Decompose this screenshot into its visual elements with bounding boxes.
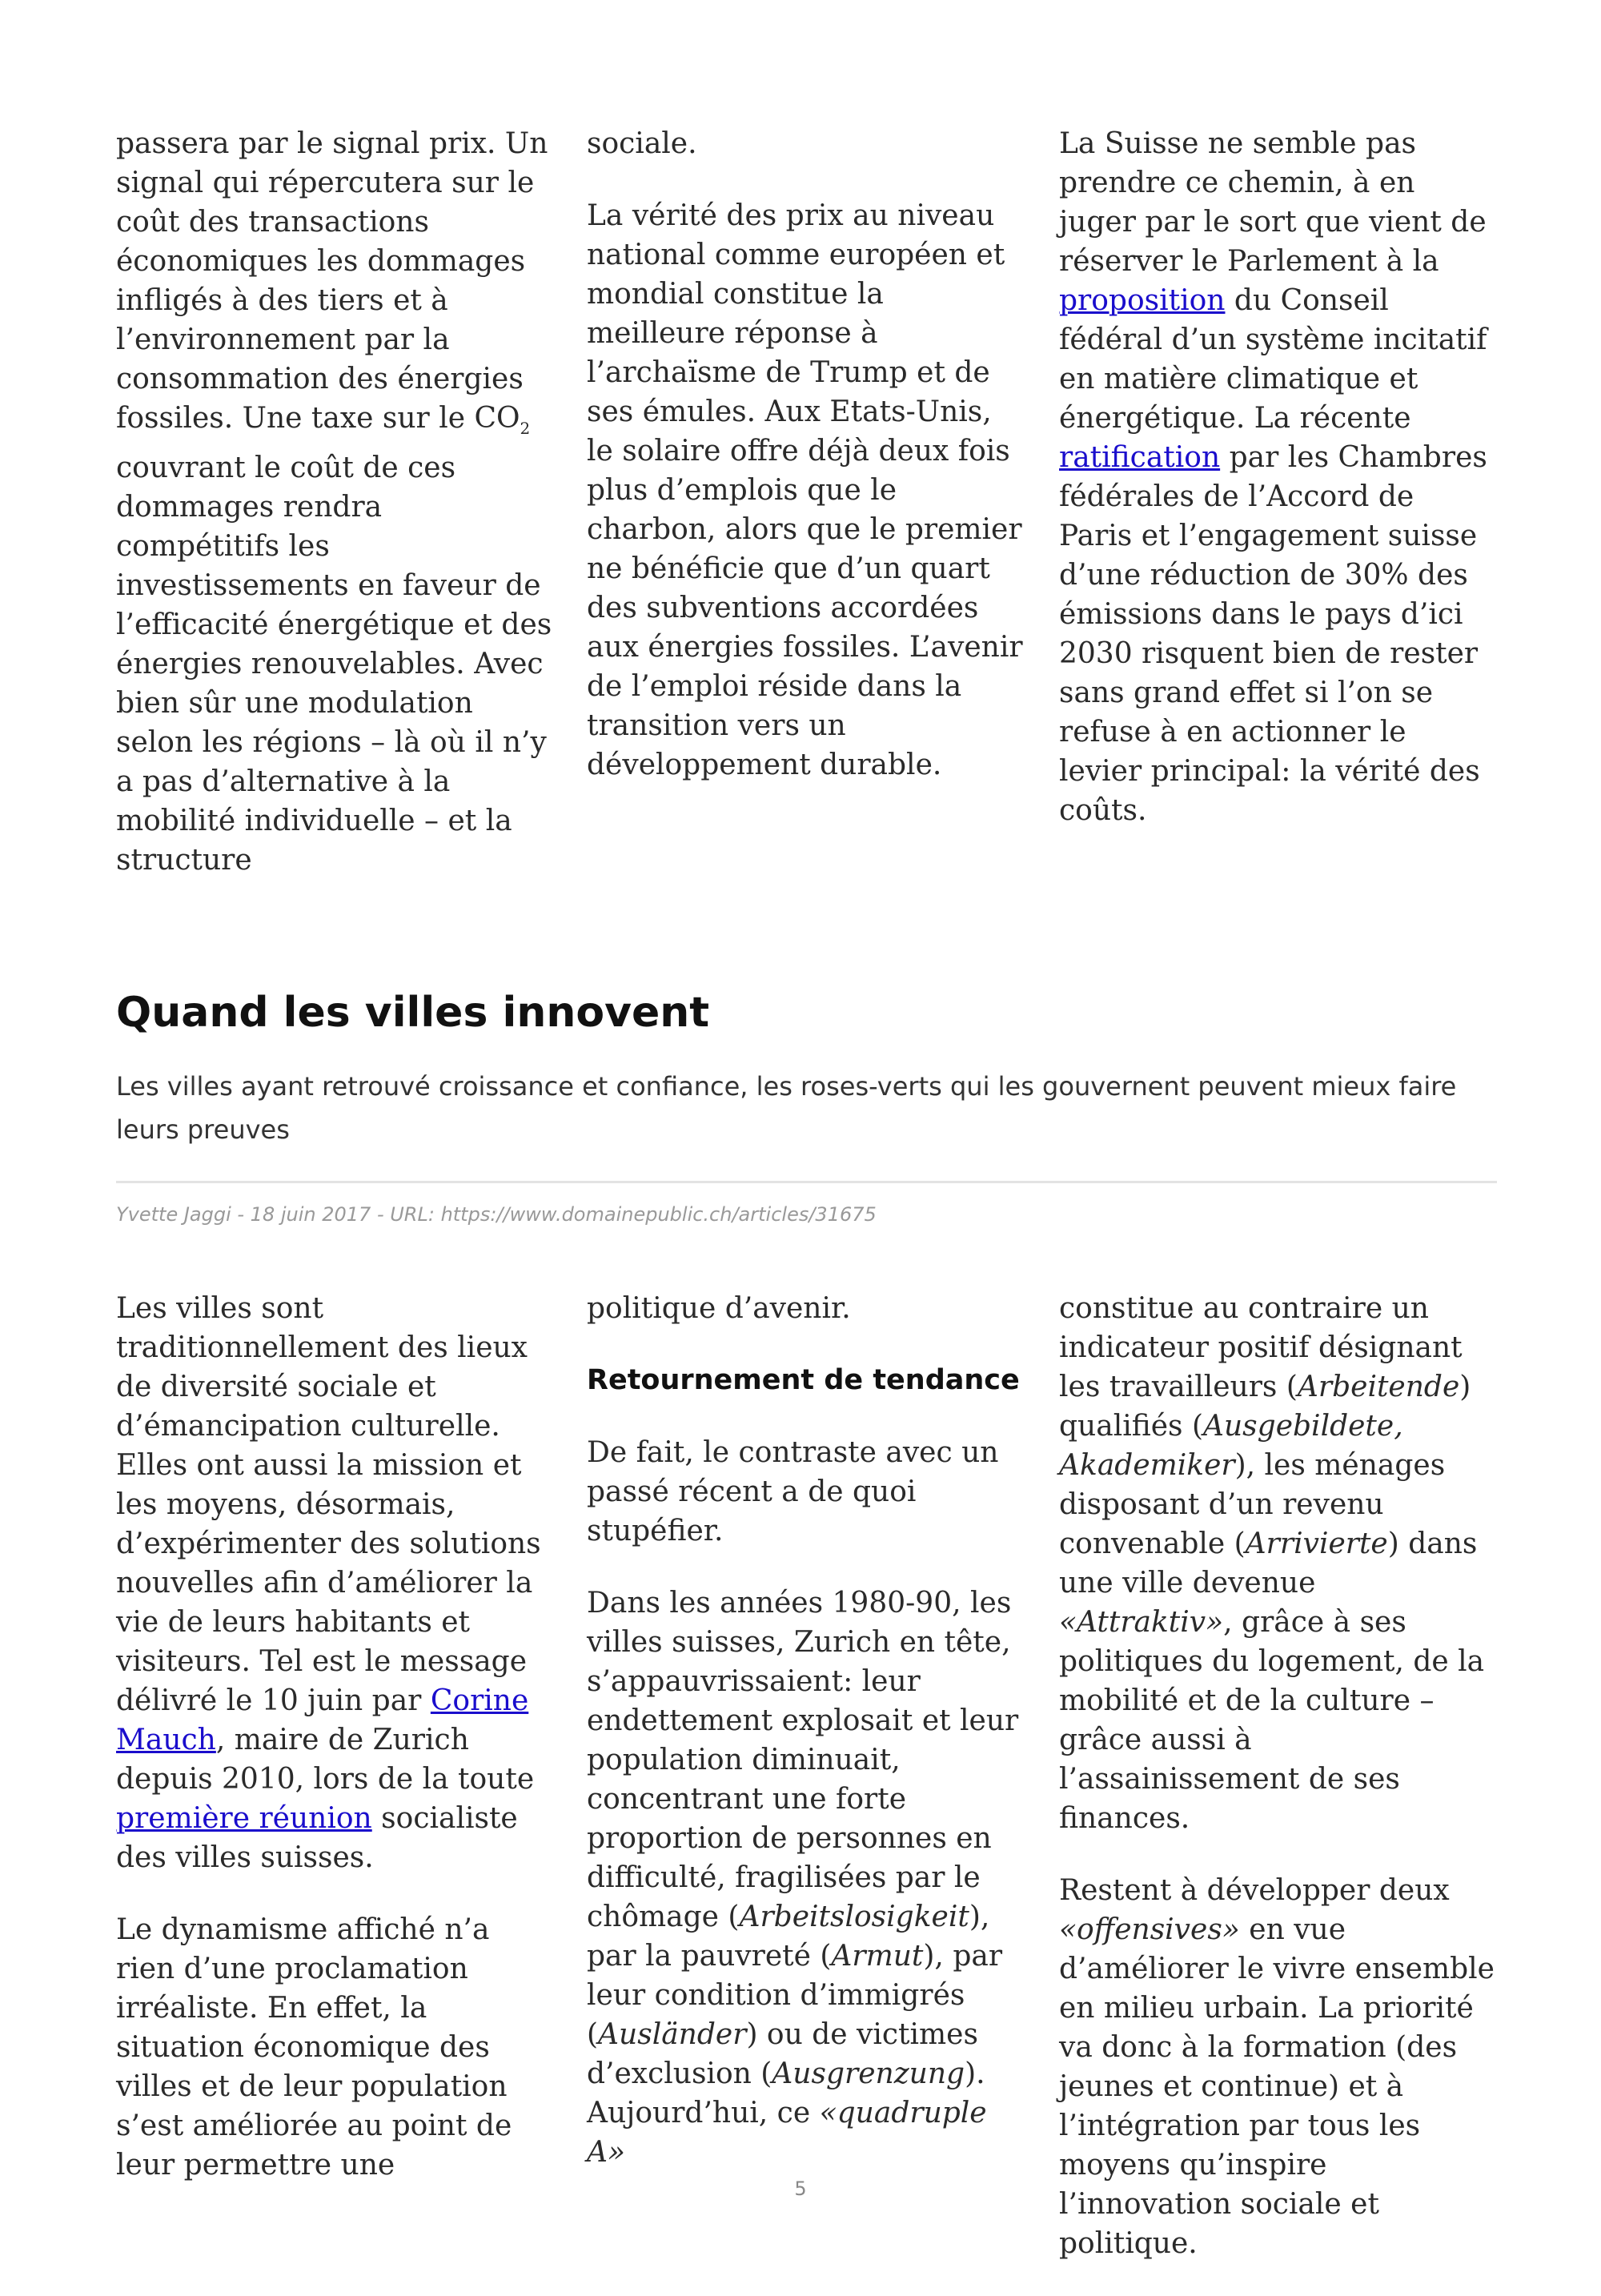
article-meta: Yvette Jaggi - 18 juin 2017 - URL: https://www.domainepublic.ch/articles/31675 — [116, 1203, 877, 1226]
paragraph: passera par le signal prix. Un signal qui répercutera sur le coût des transactions économiques les dommages infligés à des tiers et à l’environnement par la consommation des énergies fossiles. Une taxe sur le $CO_2$ couvrant le coût de ces dommages rendra compétitifs les investissements en faveur de l’efficacité énergétique et des énergies renouvelables. Avec bien sûr une modulation selon les régions – là où il n’y a pas d’alternative à la mobilité individuelle – et la structure — [116, 127, 552, 877]
paragraph: sociale. — [587, 127, 697, 160]
article-column-2 — [587, 1289, 1023, 2205]
paragraph: Le dynamisme affiché n’a rien d’une proclamation irréaliste. En effet, la situation économique des villes et de leur population s’est améliorée au point de leur permettre une — [116, 1913, 512, 2182]
article-title: Quand les villes innovent — [116, 989, 710, 1037]
subscript: 2 — [520, 419, 531, 439]
paragraph: politique d’avenir. — [587, 1292, 851, 1325]
paragraph: De fait, le contraste avec un passé récent a de quoi stupéfier. — [587, 1436, 999, 1547]
proposition-link[interactable]: proposition — [1059, 284, 1226, 317]
page-number: 5 — [794, 2178, 807, 2200]
paragraph: Dans les années 1980-90, les villes suisses, Zurich en tête, s’appauvrissaient: leur endettement explosait et leur population diminuait, concentrant une forte proportion de personnes en difficulté, fragilisées par le chômage (Arbeitslosigkeit), par la pauvreté (Armut), par leur condition d’immigrés (Ausländer) ou de victimes d’exclusion (Ausgrenzung). Aujourd’hui, ce «quadruple A» — [587, 1587, 1019, 2169]
prev-article-column-1 — [116, 124, 552, 913]
paragraph: La vérité des prix au niveau national comme européen et mondial constitue la meilleure réponse à l’archaïsme de Trump et de ses émules. Aux Etats-Unis, le solaire offre déjà deux fois plus d’emplois que le charbon, alors que le premier ne bénéficie que d’un quart des subventions accordées aux énergies fossiles. L’avenir de l’emploi réside dans la transition vers un développement durable. — [587, 199, 1023, 781]
article-column-1 — [116, 1289, 552, 2218]
prev-article-column-2 — [587, 124, 1023, 817]
ratification-link[interactable]: ratification — [1059, 441, 1221, 474]
article-column-3 — [1059, 1289, 1495, 2296]
paragraph: constitue au contraire un indicateur positif désignant les travailleurs (Arbeitende) qualifiés (Ausgebildete, Akademiker), les ménages disposant d’un revenu convenable (Arrivierte) dans une ville devenue «Attraktiv», grâce à ses politiques du logement, de la mobilité et de la culture – grâce aussi à l’assainissement de ses finances. — [1059, 1292, 1485, 1835]
corine-mauch-link[interactable]: Corine Mauch — [116, 1684, 529, 1756]
paragraph: Les villes sont traditionnellement des lieux de diversité sociale et d’émancipation culturelle. Elles ont aussi la mission et les moyens, désormais, d’expérimenter des solutions nouvelles afin d’améliorer la vie de leurs habitants et visiteurs. Tel est le message délivré le 10 juin par Corine Mauch, maire de Zurich depuis 2010, lors de la toute première réunion socialiste des villes suisses. — [116, 1292, 541, 1874]
prev-article-column-3 — [1059, 124, 1495, 863]
subheading: Retournement de tendance — [587, 1364, 1020, 1396]
paragraph: Restent à développer deux «offensives» en vue d’améliorer le vivre ensemble en milieu urbain. La priorité va donc à la formation (des jeunes et continue) et à l’intégration par tous les moyens qu’inspire l’innovation sociale et politique. — [1059, 1874, 1495, 2260]
article-lead: Les villes ayant retrouvé croissance et confiance, les roses-verts qui les gouvernent peuvent mieux faire leurs preuves — [116, 1071, 1457, 1145]
divider — [116, 1181, 1497, 1183]
paragraph: La Suisse ne semble pas prendre ce chemin, à en juger par le sort que vient de réserver le Parlement à la proposition du Conseil fédéral d’un système incitatif en matière climatique et énergétique. La récente ratification par les Chambres fédérales de l’Accord de Paris et l’engagement suisse d’une réduction de 30% des émissions dans le pays d’ici 2030 risquent bien de rester sans grand effet si l’on se refuse à en actionner le levier principal: la vérité des coûts. — [1059, 127, 1487, 827]
premiere-reunion-link[interactable]: première réunion — [116, 1802, 372, 1835]
